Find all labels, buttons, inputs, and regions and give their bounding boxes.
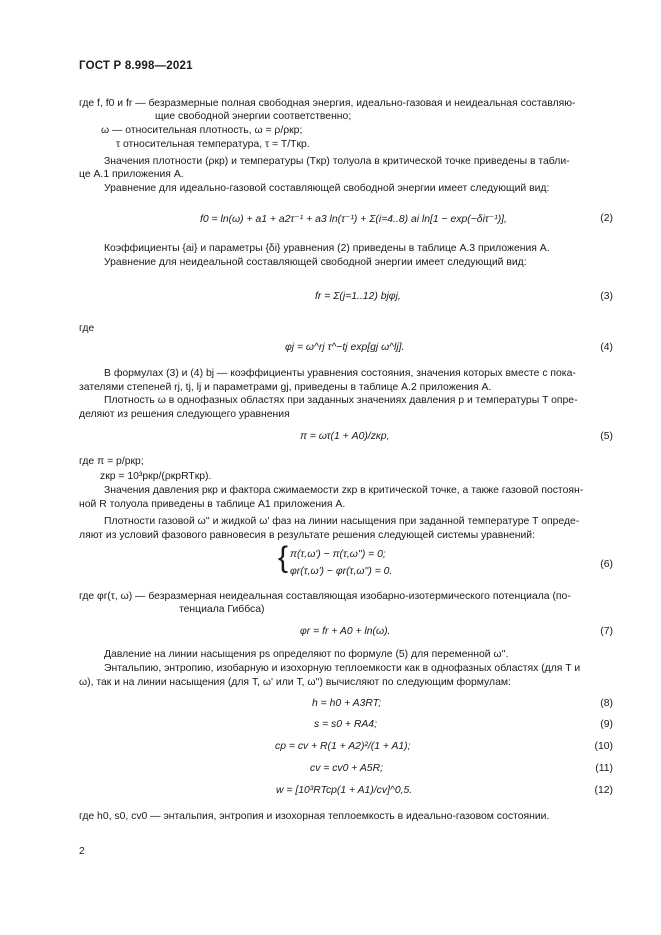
text-line: τ относительная температура, τ = T/Tкр. xyxy=(116,139,310,150)
text-line: Коэффициенты {ai} и параметры {δi} уравнения (2) приведены в таблице А.3 приложения А. xyxy=(104,243,550,254)
text-line: щие свободной энергии соответственно; xyxy=(155,111,352,122)
equation-number: (8) xyxy=(600,698,613,709)
text-line: зателями степеней rj, tj, lj и параметрами gj, приведены в таблице А.2 приложения А. xyxy=(79,382,492,393)
text-line: где φr(τ, ω) — безразмерная неидеальная составляющая изобарно-изотермического потенциала (по- xyxy=(79,591,571,602)
text-line: где f, f0 и fr — безразмерные полная свободная энергия, идеально-газовая и неидеальная составляю- xyxy=(79,98,576,109)
page-number: 2 xyxy=(79,846,85,857)
equation-number: (12) xyxy=(594,785,613,796)
text-line: В формулах (3) и (4) bj — коэффициенты уравнения состояния, значения которых вместе с пока- xyxy=(104,368,576,379)
text-line: zкр = 10³pкр/(ρкрRTкр). xyxy=(100,471,212,482)
equation-number: (4) xyxy=(600,342,613,353)
equation-number: (2) xyxy=(600,213,613,224)
text-line: где h0, s0, cv0 — энтальпия, энтропия и изохорная теплоемкость в идеально-газовом состоянии. xyxy=(79,811,550,822)
equation-6b: φr(τ,ω') − φr(τ,ω'') = 0. xyxy=(290,566,393,577)
equation-9: s = s0 + RA4; xyxy=(314,719,377,730)
equation-7: φr = fr + A0 + ln(ω). xyxy=(300,626,391,637)
equation-number: (10) xyxy=(594,741,613,752)
text-line: це А.1 приложения А. xyxy=(79,169,184,180)
equation-12: w = [10³RTcp(1 + A1)/cv]^0,5. xyxy=(276,785,413,796)
equation-4: φj = ω^rj τ^−tj exp[gj ω^lj]. xyxy=(285,342,405,353)
text-line: ляют из условий фазового равновесия в результате решения следующей системы уравнений: xyxy=(79,530,535,541)
document-header: ГОСТ Р 8.998—2021 xyxy=(79,60,193,72)
equation-number: (7) xyxy=(600,626,613,637)
text-line: Плотности газовой ω'' и жидкой ω' фаз на линии насыщения при заданной температуре T опреде- xyxy=(104,516,580,527)
text-line: ной R толуола приведены в таблице А1 приложения А. xyxy=(79,499,346,510)
text-line: деляют из решения следующего уравнения xyxy=(79,409,290,420)
text-line: где xyxy=(79,323,95,334)
text-line: Давление на линии насыщения ps определяют по формуле (5) для переменной ω''. xyxy=(104,649,509,660)
equation-number: (5) xyxy=(600,431,613,442)
equation-10: cp = cv + R(1 + A2)²/(1 + A1); xyxy=(275,741,411,752)
equation-5: π = ωτ(1 + A0)/zкр, xyxy=(300,431,390,442)
equation-number: (11) xyxy=(595,763,613,774)
equation-number: (9) xyxy=(600,719,613,730)
text-line: Уравнение для неидеальной составляющей свободной энергии имеет следующий вид: xyxy=(104,257,527,268)
equation-3: fr = Σ(j=1..12) bjφj, xyxy=(315,291,401,302)
text-line: ω — относительная плотность, ω = ρ/ρкр; xyxy=(101,125,303,136)
equation-11: cv = cv0 + A5R; xyxy=(310,763,383,774)
text-line: Значения плотности (ρкр) и температуры (Tкр) толуола в критической точке приведены в табли- xyxy=(104,156,570,167)
text-line: Энтальпию, энтропию, изобарную и изохорную теплоемкости как в однофазных областях (для T и xyxy=(104,663,581,674)
brace-symbol: { xyxy=(278,541,289,574)
equation-number: (6) xyxy=(600,559,613,570)
text-line: тенциала Гиббса) xyxy=(179,604,265,615)
equation-number: (3) xyxy=(600,291,613,302)
text-line: ω), так и на линии насыщения (для T, ω' или T, ω'') вычисляют по следующим формулам: xyxy=(79,677,511,688)
equation-8: h = h0 + A3RT; xyxy=(312,698,382,709)
equation-2: f0 = ln(ω) + a1 + a2τ⁻¹ + a3 ln(τ⁻¹) + Σ(i=4..8) ai ln[1 − exp(−δiτ⁻¹)], xyxy=(200,214,507,225)
text-line: где π = p/pкр; xyxy=(79,456,144,467)
text-line: Уравнение для идеально-газовой составляющей свободной энергии имеет следующий вид: xyxy=(104,183,550,194)
equation-6a-text: π(τ,ω') − π(τ,ω'') = 0; xyxy=(290,549,386,560)
text-line: Значения давления pкр и фактора сжимаемости zкр в критической точке, а также газовой постоян- xyxy=(104,485,584,496)
text-line: Плотность ω в однофазных областях при заданных значениях давления p и температуры T опре- xyxy=(104,395,578,406)
